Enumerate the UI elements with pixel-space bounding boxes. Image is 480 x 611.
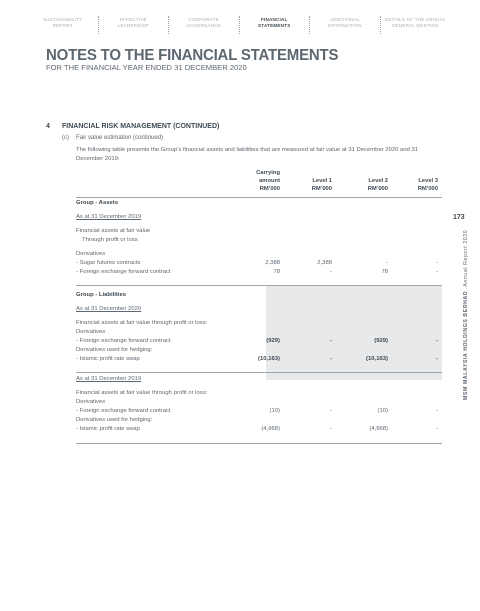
group-liabilities-heading: Group - Liabilities — [76, 292, 127, 298]
page-number: 173 — [453, 214, 465, 221]
row-label: - Foreign exchange forward contract — [76, 338, 171, 344]
level-3-cell: - — [436, 426, 438, 432]
header-text: Level 2 — [368, 178, 388, 184]
nav-label: GENERAL MEETING — [391, 23, 439, 28]
row-label: - Islamic profit rate swap — [76, 426, 140, 432]
section-title: FINANCIAL RISK MANAGEMENT (CONTINUED) — [62, 123, 220, 130]
group-assets-heading: Group - Assets — [76, 200, 119, 206]
level-1-cell: - — [330, 426, 332, 432]
fv-label: Through profit or loss — [82, 237, 138, 243]
level-3-cell: - — [436, 269, 438, 275]
liabilities-2019-date-label: As at 31 December 2019 — [76, 376, 142, 382]
level-2-cell: (929) — [374, 338, 388, 344]
liabilities-heading-row — [76, 291, 442, 300]
level-1-cell: 2,388 — [317, 260, 332, 266]
nav-label: DETAILS OF THE ANNUAL — [384, 17, 446, 22]
level-2-cell: (10) — [377, 408, 388, 414]
nav-label: STATEMENTS — [258, 23, 291, 28]
fv-label: Financial assets at fair value — [76, 228, 151, 234]
assets-fv-row — [76, 227, 442, 236]
fv-label: Financial assets at fair value through profit or loss: — [76, 390, 208, 396]
liabilities-derivatives-row — [76, 328, 442, 337]
table-row — [76, 425, 442, 434]
carrying-amount-cell: (10) — [269, 408, 280, 414]
level-1-cell: - — [330, 269, 332, 275]
liabilities-derivatives-row — [76, 398, 442, 407]
level-2-cell: (4,968) — [369, 426, 388, 432]
level-3-cell: - — [436, 260, 438, 266]
liabilities-2020-date-label: As at 31 December 2020 — [76, 306, 142, 312]
row-label: - Foreign exchange forward contract — [76, 269, 171, 275]
derivatives-label: Derivatives — [76, 329, 106, 335]
report-name: Annual Report 2020 — [463, 229, 469, 287]
header-text: Carrying — [256, 170, 280, 176]
assets-fv-row-2 — [76, 236, 442, 245]
header-text: RM’000 — [417, 185, 438, 192]
header-text: RM’000 — [367, 185, 388, 192]
assets-date-row — [76, 213, 442, 222]
company-name: MSM MALAYSIA HOLDINGS BERHAD — [463, 290, 469, 400]
row-label: - Islamic profit rate swap — [76, 356, 140, 362]
row-label: - Sugar futures contracts — [76, 260, 141, 266]
fv-label: Financial assets at fair value through profit or loss: — [76, 320, 208, 326]
subsection-title: Fair value estimation (continued) — [76, 135, 164, 141]
level-2-cell: 78 — [381, 269, 388, 275]
section-number: 4 — [46, 123, 50, 130]
carrying-amount-cell: 2,388 — [265, 260, 280, 266]
nav-label: CORPORATE — [188, 17, 220, 22]
level-1-cell: - — [330, 338, 332, 344]
liabilities-fv-row — [76, 389, 442, 398]
nav-item-additional-information[interactable] — [310, 15, 380, 37]
report-side-label — [463, 230, 469, 400]
col-header-level-2 — [338, 178, 388, 194]
carrying-amount-cell: (4,968) — [261, 426, 280, 432]
table-row — [76, 337, 442, 346]
header-text: RM’000 — [311, 185, 332, 192]
nav-label: EFFECTIVE — [119, 17, 147, 22]
assets-date-label: As at 31 December 2019 — [76, 214, 142, 220]
hedging-label: Derivatives used for hedging: — [76, 417, 153, 423]
liabilities-fv-row — [76, 319, 442, 328]
level-2-cell: - — [386, 260, 388, 266]
nav-item-financial-statements[interactable] — [240, 15, 310, 37]
nav-label: FINANCIAL — [260, 17, 288, 22]
header-text: RM’000 — [259, 185, 280, 192]
page-title: NOTES TO THE FINANCIAL STATEMENTS — [46, 46, 339, 65]
level-1-cell: - — [330, 408, 332, 414]
table-rule — [76, 443, 442, 444]
table-row — [76, 407, 442, 416]
assets-heading-row — [76, 199, 442, 208]
carrying-amount-cell: 78 — [273, 269, 280, 275]
table-row — [76, 355, 442, 364]
nav-label: REPORT — [52, 23, 73, 28]
nav-label: INFORMATION — [327, 23, 362, 28]
nav-label: GOVERNANCE — [186, 23, 222, 28]
row-label: - Foreign exchange forward contract — [76, 408, 171, 414]
level-3-cell: - — [436, 408, 438, 414]
intro-paragraph: The following table presents the Group’s financial assets and liabilities that are measured at fair value at 31 December 2020 and 31 December 2019: — [76, 147, 419, 162]
derivatives-label: Derivatives — [76, 399, 106, 405]
nav-label: LEADERSHIP — [117, 23, 149, 28]
level-3-cell: - — [436, 356, 438, 362]
nav-item-sustainability[interactable] — [28, 15, 98, 37]
level-2-cell: (10,163) — [366, 356, 388, 362]
hedging-label: Derivatives used for hedging: — [76, 347, 153, 353]
nav-label: SUSTAINABILITY — [43, 17, 83, 22]
col-header-level-3 — [388, 178, 438, 194]
liabilities-2019-date-row — [76, 375, 442, 384]
nav-item-governance[interactable] — [169, 15, 239, 37]
table-row — [76, 268, 442, 277]
header-text: Level 3 — [418, 178, 438, 184]
page-subtitle: FOR THE FINANCIAL YEAR ENDED 31 DECEMBER 2020 — [46, 63, 247, 72]
section-nav — [28, 15, 450, 37]
header-text: Level 1 — [312, 178, 332, 184]
assets-derivatives-row — [76, 250, 442, 259]
hedging-row — [76, 416, 442, 425]
table-rule — [76, 197, 442, 198]
derivatives-label: Derivatives — [76, 251, 106, 257]
col-header-carrying-amount — [230, 170, 280, 193]
header-text: amount — [259, 177, 280, 184]
table-rule — [76, 372, 442, 373]
liabilities-2020-date-row — [76, 305, 442, 314]
hedging-row — [76, 346, 442, 355]
level-1-cell: - — [330, 356, 332, 362]
table-rule — [76, 285, 442, 286]
nav-label: ADDITIONAL — [329, 17, 360, 22]
level-3-cell: - — [436, 338, 438, 344]
nav-item-leadership[interactable] — [99, 15, 169, 37]
nav-item-agm[interactable] — [381, 15, 451, 37]
subsection-marker: (c) — [62, 135, 69, 141]
table-row — [76, 259, 442, 268]
carrying-amount-cell: (10,163) — [258, 356, 280, 362]
carrying-amount-cell: (929) — [266, 338, 280, 344]
col-header-level-1 — [282, 178, 332, 194]
